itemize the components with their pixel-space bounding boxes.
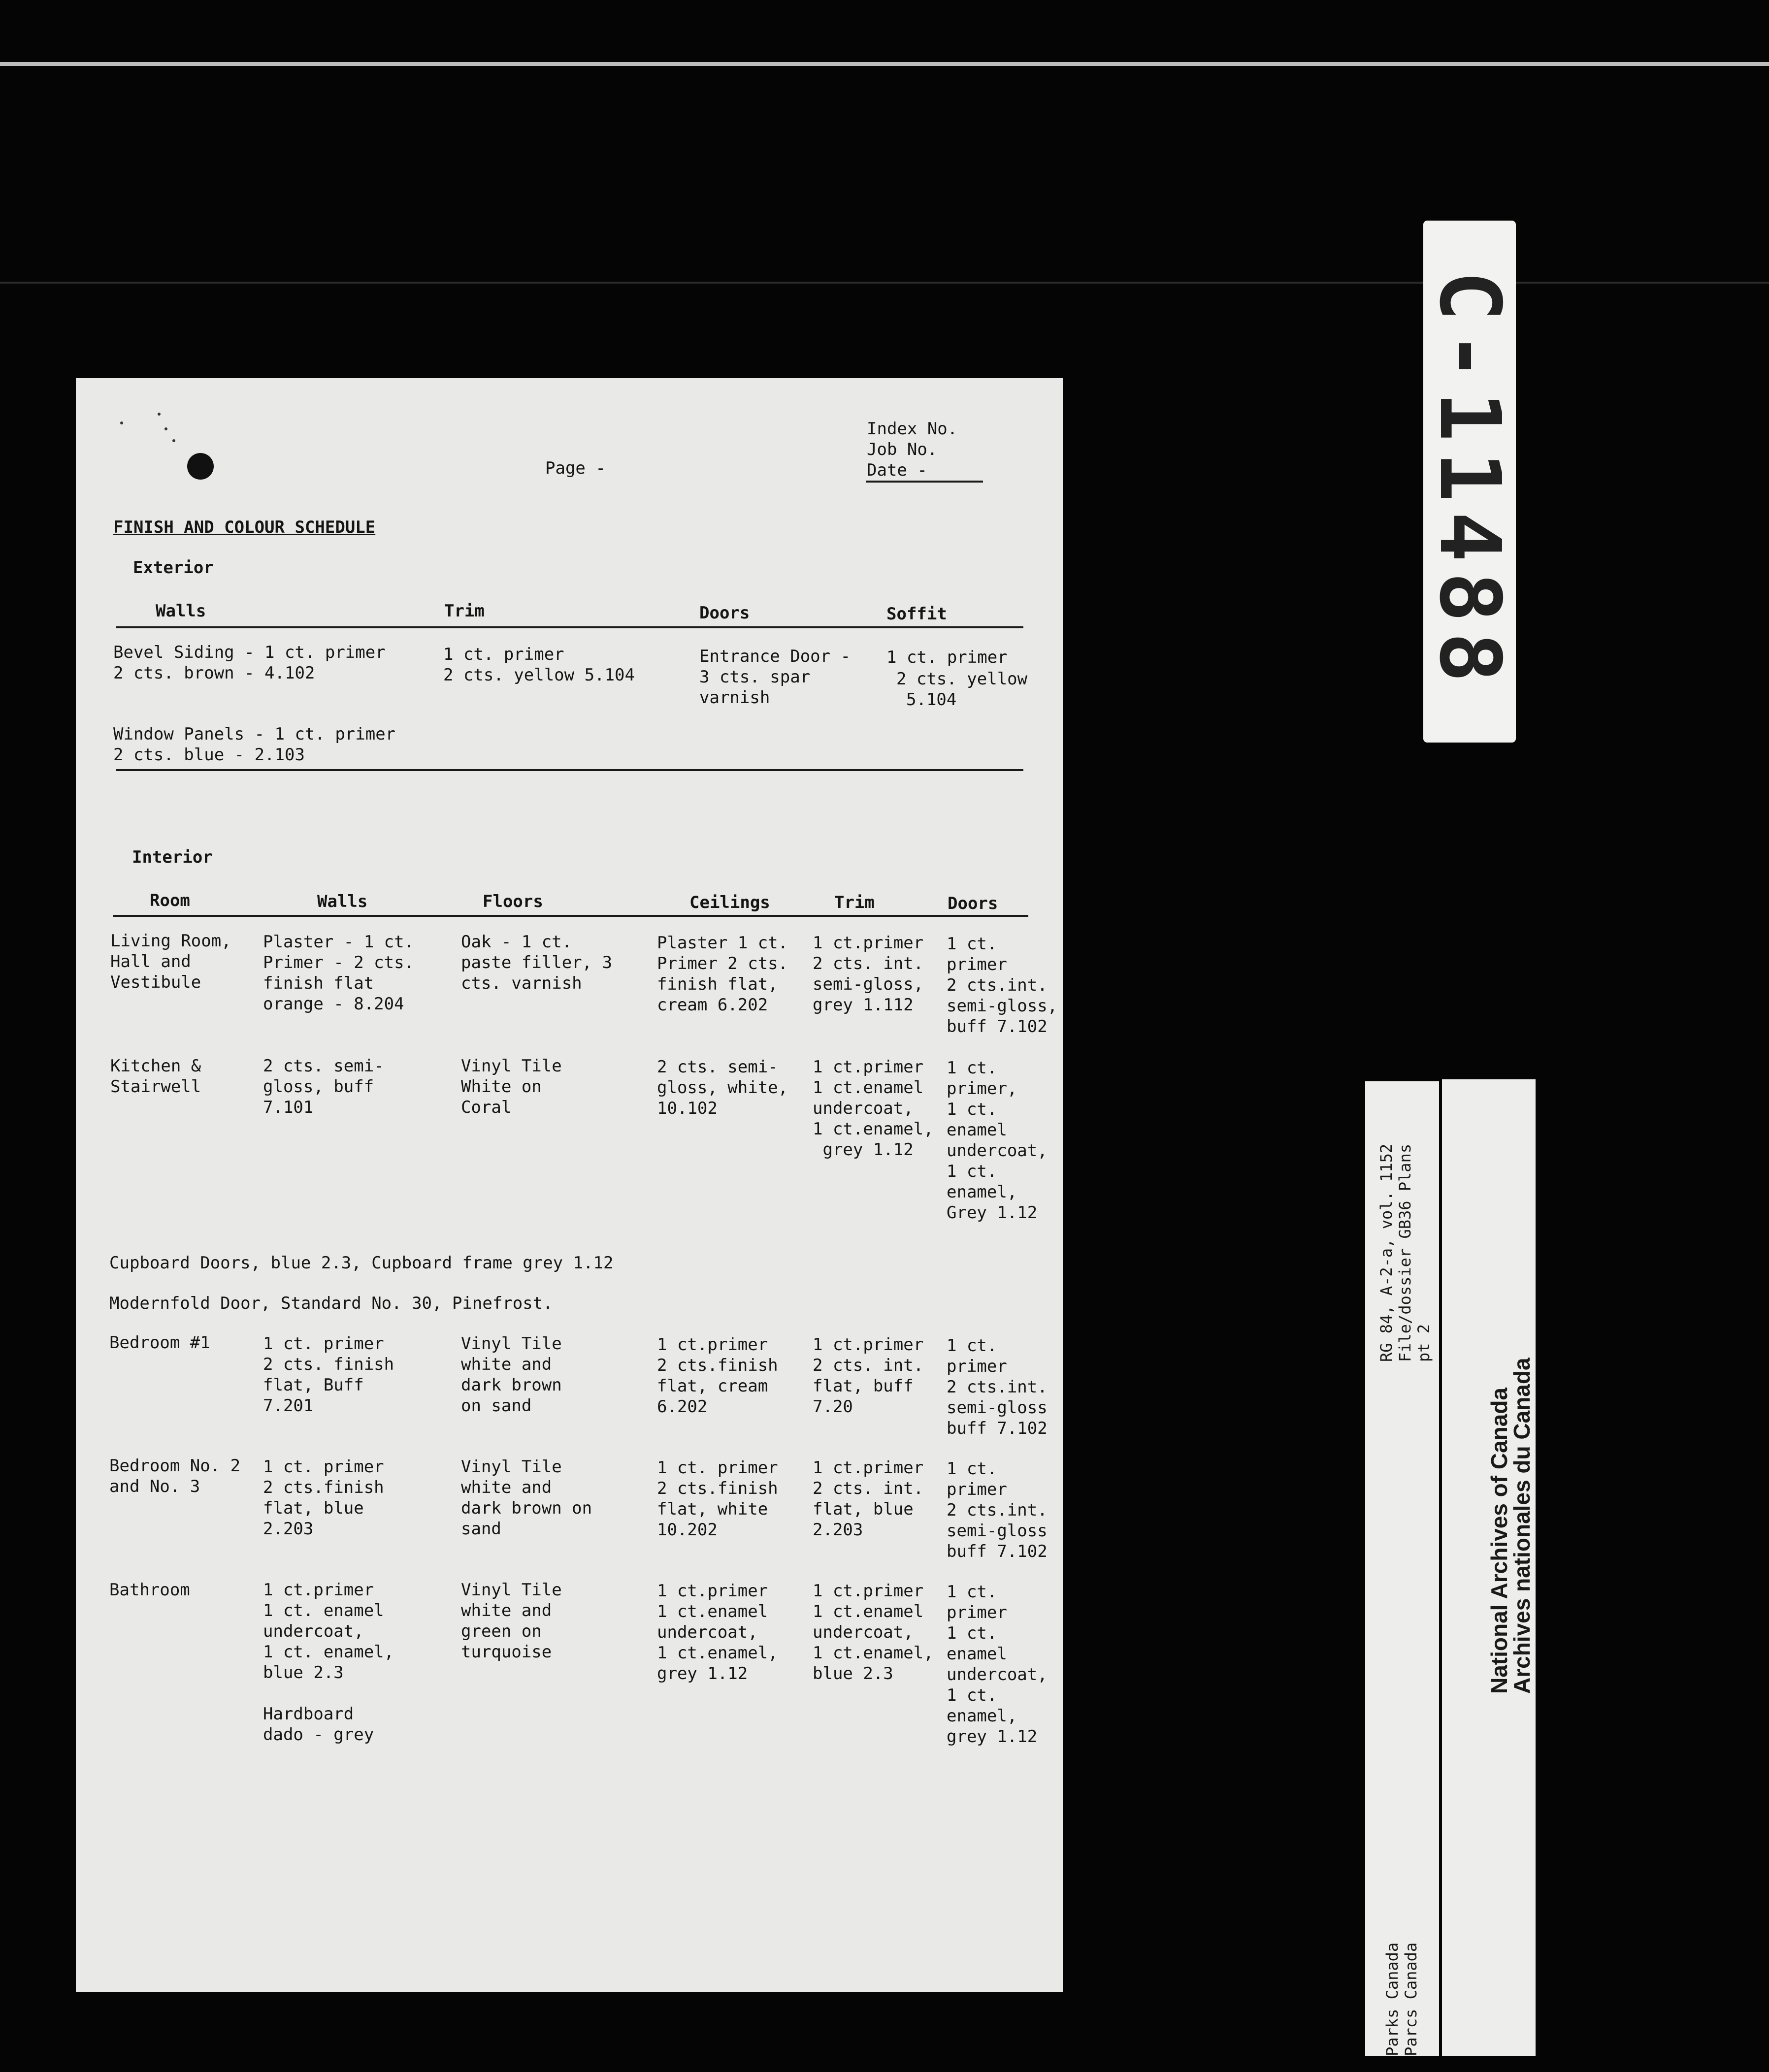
archive-reference-3: pt 2 xyxy=(1414,1324,1433,1362)
speck xyxy=(172,439,175,442)
row-3-floors: Vinyl Tile white and dark brown on sand xyxy=(461,1334,562,1416)
row-5-doors: 1 ct. primer 1 ct. enamel undercoat, 1 ct. enamel, grey 1.12 xyxy=(947,1582,1048,1747)
agency-english: Parks Canada xyxy=(1383,1942,1402,2056)
row-3-walls: 1 ct. primer 2 cts. finish flat, Buff 7.201 xyxy=(263,1334,394,1416)
row-2-floors: Vinyl Tile White on Coral xyxy=(461,1056,562,1117)
exterior-soffit-line-2: 2 cts. yellow xyxy=(896,669,1028,689)
row-1-trim: 1 ct.primer 2 cts. int. semi-gloss, grey 1.112 xyxy=(813,933,924,1015)
row-2-ceilings: 2 cts. semi- gloss, white, 10.102 xyxy=(657,1057,788,1118)
frame-number-label xyxy=(1423,221,1516,743)
interior-col-trim: Trim xyxy=(834,893,875,912)
speck xyxy=(164,427,167,430)
row-2-doors: 1 ct. primer, 1 ct. enamel undercoat, 1 ct. enamel, Grey 1.12 xyxy=(947,1058,1048,1223)
interior-heading: Interior xyxy=(132,847,213,867)
row-4-doors: 1 ct. primer 2 cts.int. semi-gloss buff 7.102 xyxy=(947,1459,1048,1561)
row-5-room: Bathroom xyxy=(109,1580,190,1600)
archive-reference-strip xyxy=(1365,1081,1439,2056)
interior-col-floors: Floors xyxy=(483,892,543,911)
row-2-room: Kitchen & Stairwell xyxy=(110,1056,201,1097)
row-1-doors: 1 ct. primer 2 cts.int. semi-gloss, buff 7.102 xyxy=(947,934,1058,1036)
agency-french: Parcs Canada xyxy=(1402,1942,1420,2056)
exterior-col-walls: Walls xyxy=(156,601,206,621)
exterior-soffit-line-1: 1 ct. primer xyxy=(886,648,1008,667)
row-5-walls: 1 ct.primer 1 ct. enamel undercoat, 1 ct. enamel, blue 2.3 Hardboard dado - grey xyxy=(263,1580,394,1745)
punch-hole xyxy=(187,453,214,480)
index-no-label: Index No. xyxy=(867,419,958,439)
exterior-soffit-line-3: 5.104 xyxy=(906,690,957,710)
archives-name-strip xyxy=(1442,1079,1536,2056)
film-edge-line xyxy=(0,62,1769,66)
frame-number: C-11488 xyxy=(1421,270,1518,693)
archive-reference-1: RG 84, A-2-a, vol. 1152 xyxy=(1377,1143,1396,1362)
archive-reference-2: File/dossier GB36 Plans xyxy=(1396,1143,1414,1362)
interior-col-walls: Walls xyxy=(317,892,368,911)
row-5-trim: 1 ct.primer 1 ct.enamel undercoat, 1 ct.enamel, blue 2.3 xyxy=(813,1581,934,1684)
job-no-label: Job No. xyxy=(867,440,938,459)
page-label: Page - xyxy=(545,458,606,478)
exterior-trim-line-1: 1 ct. primer xyxy=(443,645,564,664)
exterior-col-trim: Trim xyxy=(444,601,485,621)
document-title: FINISH AND COLOUR SCHEDULE xyxy=(113,518,376,537)
speck xyxy=(158,413,161,416)
row-4-walls: 1 ct. primer 2 cts.finish flat, blue 2.203 xyxy=(263,1457,384,1539)
row-5-floors: Vinyl Tile white and green on turquoise xyxy=(461,1580,562,1662)
exterior-col-soffit: Soffit xyxy=(886,604,947,624)
cupboard-note: Cupboard Doors, blue 2.3, Cupboard frame grey 1.12 xyxy=(109,1253,614,1273)
exterior-end-rule xyxy=(116,769,1023,771)
archives-name-french: Archives nationales du Canada xyxy=(1509,1358,1535,1694)
interior-header-rule xyxy=(113,915,1028,917)
date-label: Date - xyxy=(867,460,927,480)
exterior-walls-line-1: Bevel Siding - 1 ct. primer xyxy=(113,643,386,662)
exterior-trim-line-2: 2 cts. yellow 5.104 xyxy=(443,665,635,685)
row-1-floors: Oak - 1 ct. paste filler, 3 cts. varnish xyxy=(461,932,613,993)
row-1-ceilings: Plaster 1 ct. Primer 2 cts. finish flat, cream 6.202 xyxy=(657,933,788,1015)
interior-col-ceilings: Ceilings xyxy=(689,893,770,912)
exterior-doors-line-1: Entrance Door - xyxy=(699,647,851,666)
interior-col-room: Room xyxy=(150,891,190,910)
exterior-heading: Exterior xyxy=(133,558,214,578)
row-4-ceilings: 1 ct. primer 2 cts.finish flat, white 10.202 xyxy=(657,1458,778,1540)
row-3-ceilings: 1 ct.primer 2 cts.finish flat, cream 6.202 xyxy=(657,1335,778,1417)
speck xyxy=(120,421,123,424)
exterior-col-doors: Doors xyxy=(699,603,750,623)
row-4-room: Bedroom No. 2 and No. 3 xyxy=(109,1456,241,1496)
modernfold-note: Modernfold Door, Standard No. 30, Pinefrost. xyxy=(109,1294,553,1313)
row-3-trim: 1 ct.primer 2 cts. int. flat, buff 7.20 xyxy=(813,1335,924,1417)
row-1-room: Living Room, Hall and Vestibule xyxy=(110,931,231,992)
row-2-walls: 2 cts. semi- gloss, buff 7.101 xyxy=(263,1056,384,1117)
row-2-trim: 1 ct.primer 1 ct.enamel undercoat, 1 ct.enamel, grey 1.12 xyxy=(813,1057,934,1160)
exterior-header-rule xyxy=(116,626,1023,628)
date-underline xyxy=(866,481,983,483)
archives-name-english: National Archives of Canada xyxy=(1486,1387,1512,1694)
exterior-doors-line-2: 3 cts. spar xyxy=(699,667,811,687)
exterior-doors-line-3: varnish xyxy=(699,688,770,708)
row-5-ceilings: 1 ct.primer 1 ct.enamel undercoat, 1 ct.enamel, grey 1.12 xyxy=(657,1581,778,1684)
exterior-panels-line-2: 2 cts. blue - 2.103 xyxy=(113,745,305,765)
interior-col-doors: Doors xyxy=(948,894,998,913)
row-4-floors: Vinyl Tile white and dark brown on sand xyxy=(461,1457,592,1539)
row-3-room: Bedroom #1 xyxy=(109,1333,210,1353)
row-3-doors: 1 ct. primer 2 cts.int. semi-gloss buff 7.102 xyxy=(947,1336,1048,1438)
exterior-panels-line-1: Window Panels - 1 ct. primer xyxy=(113,724,396,744)
exterior-walls-line-2: 2 cts. brown - 4.102 xyxy=(113,663,315,683)
document-sheet xyxy=(76,378,1063,1992)
row-1-walls: Plaster - 1 ct. Primer - 2 cts. finish flat orange - 8.204 xyxy=(263,932,415,1014)
row-4-trim: 1 ct.primer 2 cts. int. flat, blue 2.203 xyxy=(813,1458,924,1540)
